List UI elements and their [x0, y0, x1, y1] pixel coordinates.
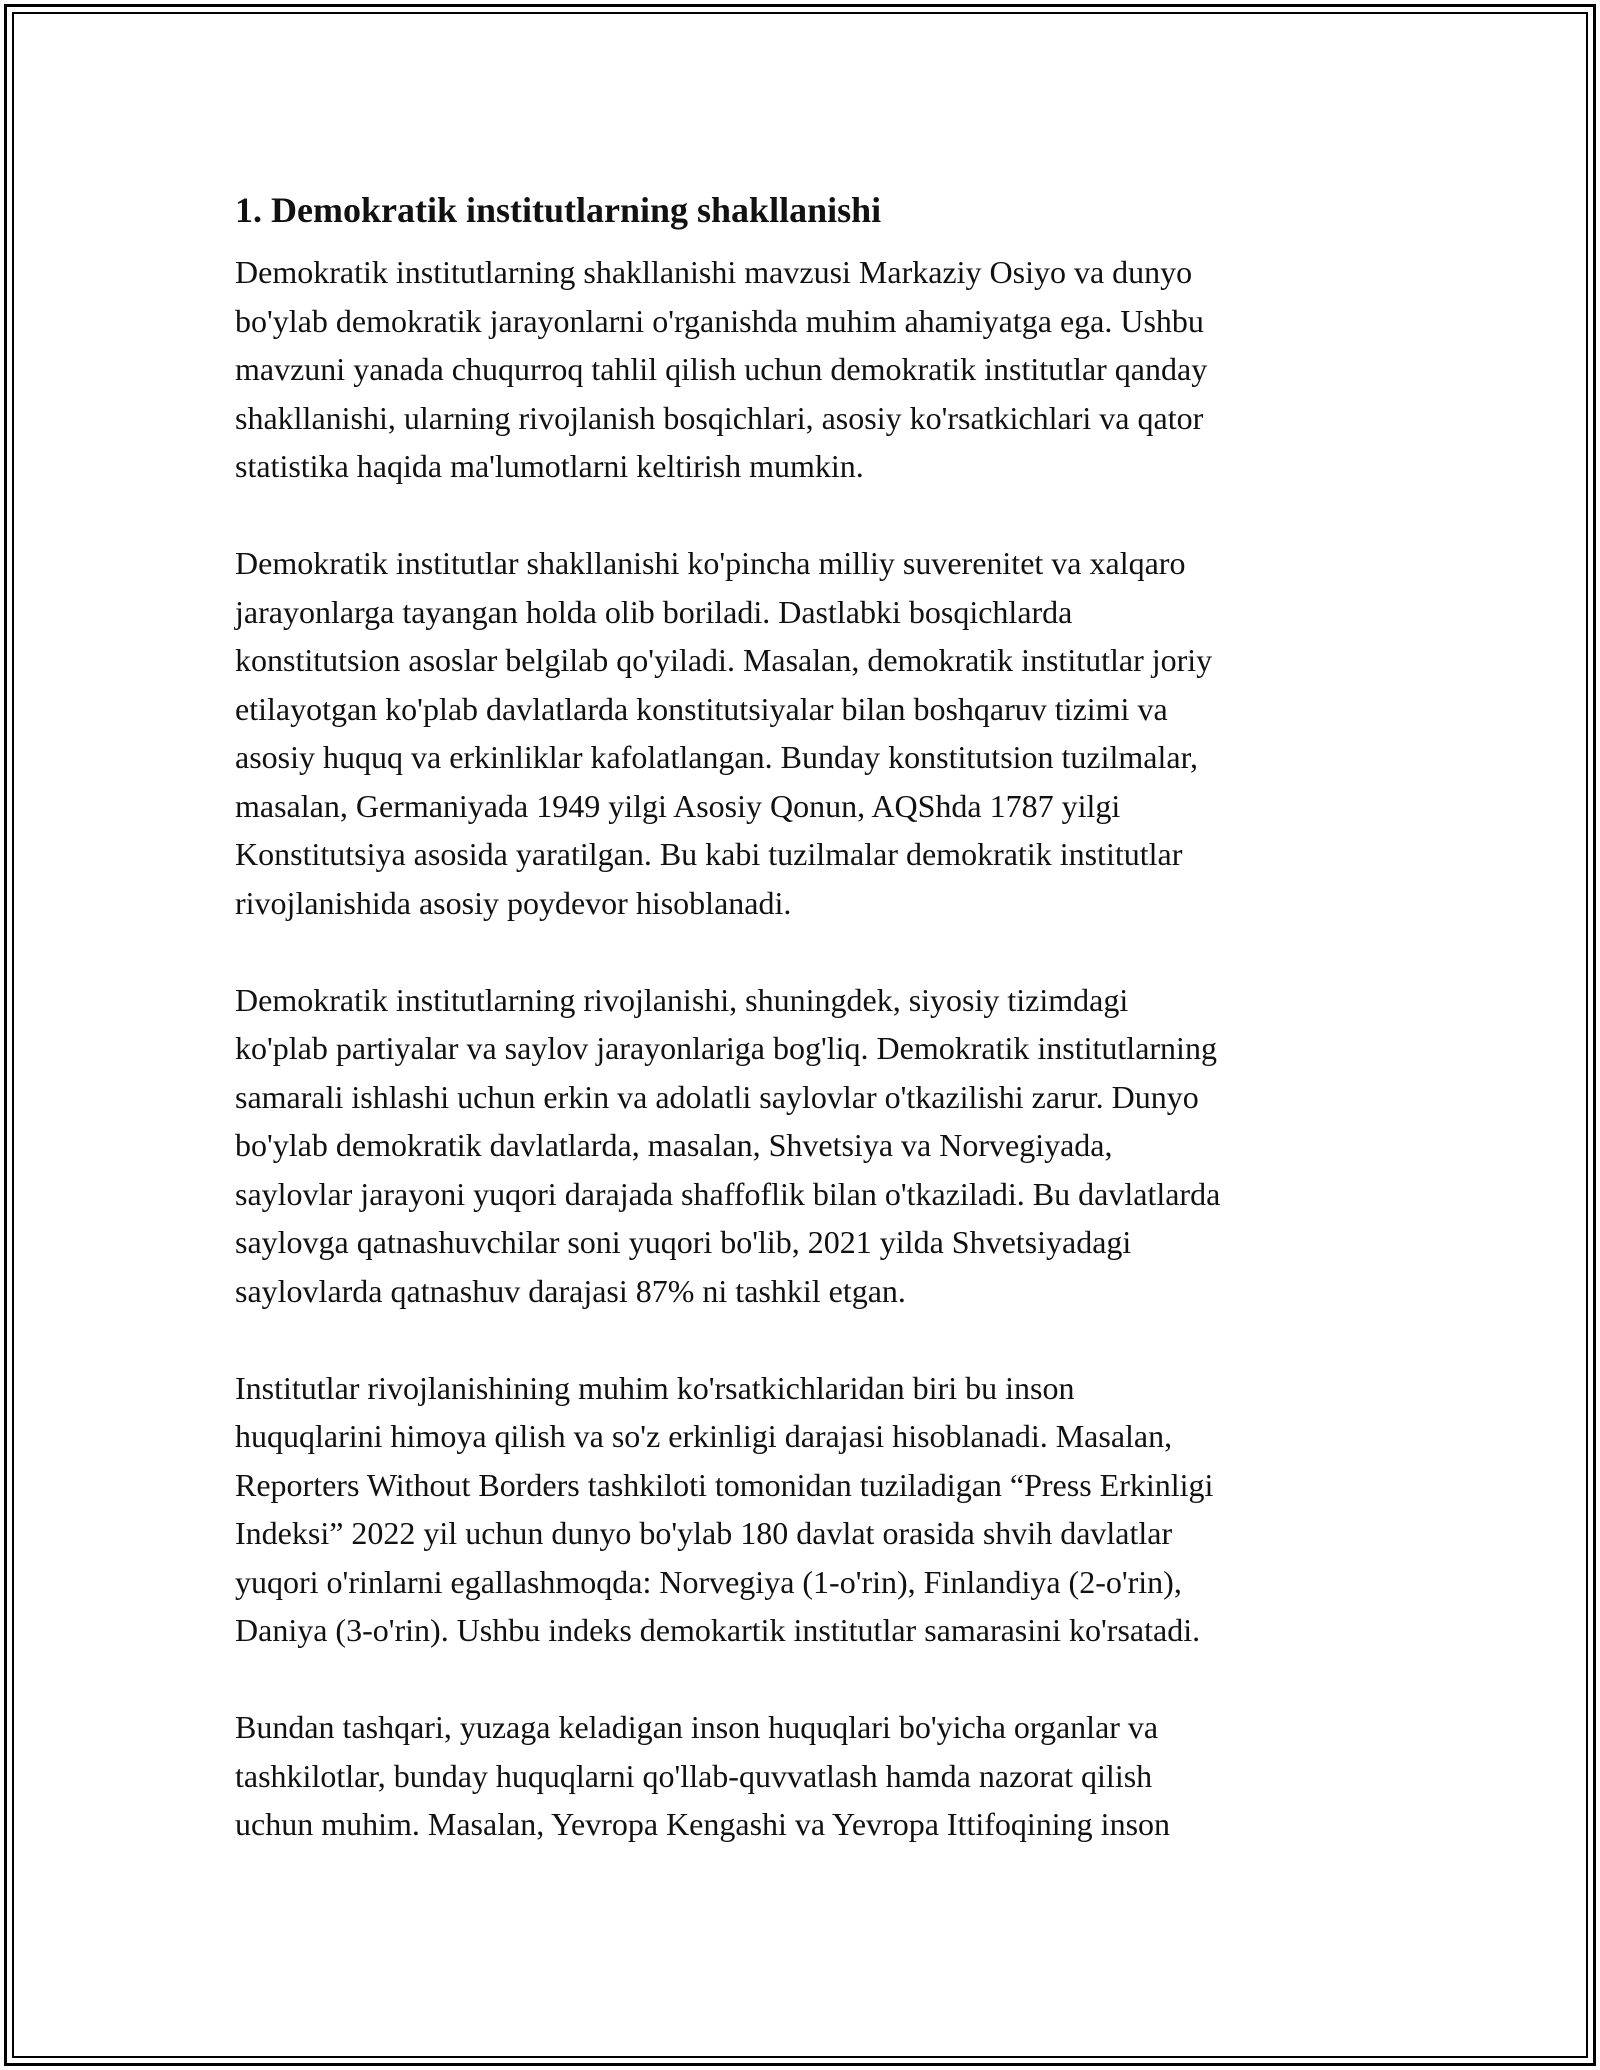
text-line: ko'plab partiyalar va saylov jarayonlariga bog'liq. Demokratik institutlarning [235, 1030, 1217, 1066]
text-line: masalan, Germaniyada 1949 yilgi Asosiy Qonun, AQShda 1787 yilgi [235, 787, 1121, 824]
text-line: jarayonlarga tayangan holda olib boriladi. Dastlabki bosqichlarda [235, 593, 1073, 630]
text-line: mavzuni yanada chuqurroq tahlil qilish uchun demokratik institutlar qanday [235, 351, 1208, 387]
section-heading: 1. Demokratik institutlarning shakllanishi [235, 190, 882, 230]
text-line: Demokratik institutlarning shakllanishi mavzusi Markaziy Osiyo va dunyo [235, 254, 1193, 290]
document-body [235, 184, 1385, 1897]
text-line: statistika haqida ma'lumotlarni keltirish mumkin. [235, 448, 864, 484]
paragraph-4 [235, 1364, 1385, 1655]
text-line: bo'ylab demokratik davlatlarda, masalan, Shvetsiya va Norvegiyada, [235, 1127, 1113, 1163]
paragraph-5 [235, 1703, 1385, 1849]
paragraph-3 [235, 976, 1385, 1316]
paragraph-1 [235, 248, 1385, 491]
text-line: konstitutsion asoslar belgilab qo'yiladi. Masalan, demokratik institutlar joriy [235, 642, 1213, 678]
text-line: yuqori o'rinlarni egallashmoqda: Norvegiya (1-o'rin), Finlandiya (2-o'rin), [235, 1563, 1182, 1600]
text-line: saylovlar jarayoni yuqori darajada shaffoflik bilan o'tkaziladi. Bu davlatlarda [235, 1175, 1221, 1212]
text-line: tashkilotlar, bunday huquqlarni qo'llab-quvvatlash hamda nazorat qilish [235, 1757, 1153, 1794]
text-line: Demokratik institutlar shakllanishi ko'pincha milliy suverenitet va xalqaro [235, 545, 1186, 581]
text-line: Demokratik institutlarning rivojlanishi, shuningdek, siyosiy tizimdagi [235, 981, 1129, 1018]
text-line: samarali ishlashi uchun erkin va adolatli saylovlar o'tkazilishi zarur. Dunyo [235, 1078, 1199, 1115]
text-line: saylovlarda qatnashuv darajasi 87% ni tashkil etgan. [235, 1272, 906, 1309]
text-line: Institutlar rivojlanishining muhim ko'rsatkichlaridan biri bu inson [235, 1369, 1075, 1406]
text-line: huquqlarini himoya qilish va so'z erkinligi darajasi hisoblanadi. Masalan, [235, 1418, 1173, 1454]
text-line: Reporters Without Borders tashkiloti tomonidan tuziladigan “Press Erkinligi [235, 1466, 1214, 1503]
text-line: Indeksi” 2022 yil uchun dunyo bo'ylab 180 davlat orasida shvih davlatlar [235, 1515, 1173, 1551]
text-line: Daniya (3-o'rin). Ushbu indeks demokartik institutlar samarasini ko'rsatadi. [235, 1612, 1201, 1648]
text-line: uchun muhim. Masalan, Yevropa Kengashi va Yevropa Ittifoqining inson [235, 1806, 1171, 1842]
text-line: bo'ylab demokratik jarayonlarni o'rganishda muhim ahamiyatga ega. Ushbu [235, 302, 1204, 339]
paragraph-2 [235, 539, 1385, 927]
text-line: Konstitutsiya asosida yaratilgan. Bu kabi tuzilmalar demokratik institutlar [235, 836, 1183, 872]
text-line: saylovga qatnashuvchilar soni yuqori bo'lib, 2021 yilda Shvetsiyadagi [235, 1224, 1132, 1260]
text-line: rivojlanishida asosiy poydevor hisoblanadi. [235, 884, 792, 921]
text-line: Bundan tashqari, yuzaga keladigan inson huquqlari bo'yicha organlar va [235, 1709, 1159, 1745]
text-line: etilayotgan ko'plab davlatlarda konstitutsiyalar bilan boshqaruv tizimi va [235, 690, 1168, 727]
text-line: asosiy huquq va erkinliklar kafolatlangan. Bunday konstitutsion tuzilmalar, [235, 739, 1198, 775]
text-line: shakllanishi, ularning rivojlanish bosqichlari, asosiy ko'rsatkichlari va qator [235, 399, 1204, 436]
